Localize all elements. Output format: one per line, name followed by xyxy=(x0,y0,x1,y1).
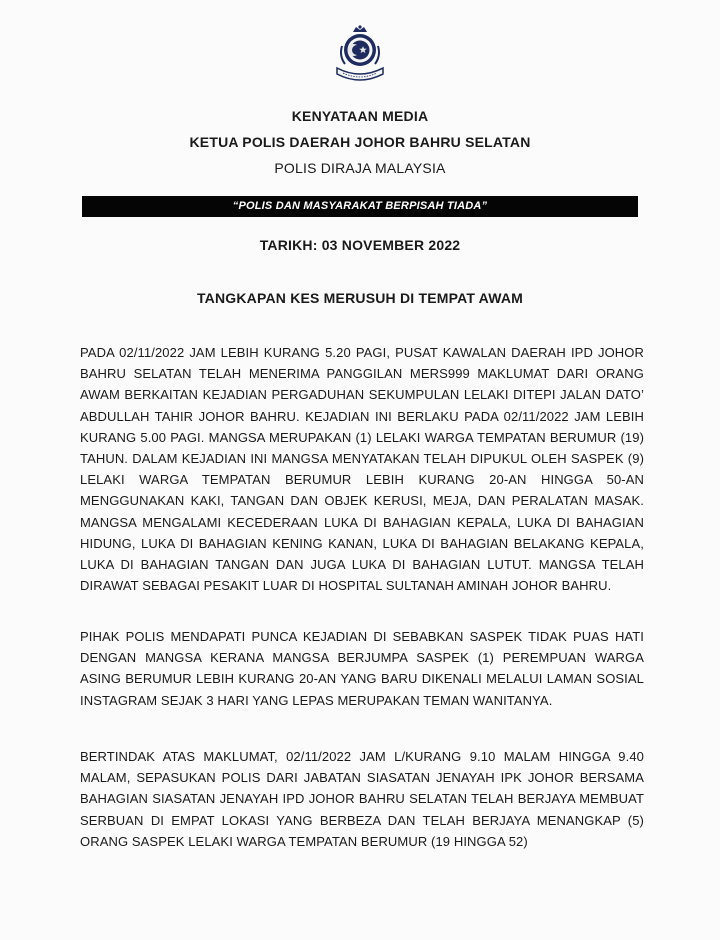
police-crest-svg xyxy=(329,24,391,86)
body-paragraph-1: PADA 02/11/2022 JAM LEBIH KURANG 5.20 PAGI, PUSAT KAWALAN DAERAH IPD JOHOR BAHRU SELATAN TELAH MENERIMA PANGGILAN MERS999 MAKLUMAT DARI ORANG AWAM BERKAITAN KEJADIAN PERGADUHAN SEKUMPULAN LELAKI DITEPI JALAN DATO’ ABDULLAH TAHIR JOHOR BAHRU. KEJADIAN INI BERLAKU PADA 02/11/2022 JAM LEBIH KURANG 5.00 PAGI. MANGSA MERUPAKAN (1) LELAKI WARGA TEMPATAN BERUMUR (19) TAHUN. DALAM KEJADIAN INI MANGSA MENYATAKAN TELAH DIPUKUL OLEH SASPEK (9) LELAKI WARGA TEMPATAN BERUMUR LEBIH KURANG 20-AN HINGGA 50-AN MENGGUNAKAN KAKI, TANGAN DAN OBJEK KERUSI, MEJA, DAN PERALATAN MASAK. MANGSA MENGALAMI KECEDERAAN LUKA DI BAHAGIAN KEPALA, LUKA DI BAHAGIAN HIDUNG, LUKA DI BAHAGIAN KENING KANAN, LUKA DI BAHAGIAN BELAKANG KEPALA, LUKA DI BAHAGIAN TANGAN DAN JUGA LUKA DI BAHAGIAN LUTUT. MANGSA TELAH DIRAWAT SEBAGAI PESAKIT LUAR DI HOSPITAL SULTANAH AMINAH JOHOR BAHRU. xyxy=(80,345,644,594)
district-police-chief-heading: KETUA POLIS DAERAH JOHOR BAHRU SELATAN xyxy=(189,134,531,150)
body-paragraph-3: BERTINDAK ATAS MAKLUMAT, 02/11/2022 JAM L/KURANG 9.10 MALAM HINGGA 9.40 MALAM, SEPASUKAN POLIS DARI JABATAN SIASATAN JENAYAH IPK JOHOR BERSAMA BAHAGIAN SIASATAN JENAYAH IPD JOHOR BAHRU SELATAN TELAH BERJAYA MEMBUAT SERBUAN DI EMPAT LOKASI YANG BERBEZA DAN TELAH BERJAYA MENANGKAP (5) ORANG SASPEK LELAKI WARGA TEMPATAN BERUMUR (19 HINGGA 52) xyxy=(80,749,644,849)
media-statement-heading: KENYATAAN MEDIA xyxy=(291,108,429,124)
organisation-name: POLIS DIRAJA MALAYSIA xyxy=(274,160,446,176)
statement-date: TARIKH: 03 NOVEMBER 2022 xyxy=(259,237,461,253)
police-crest-icon xyxy=(329,24,391,86)
body-paragraph-2: PIHAK POLIS MENDAPATI PUNCA KEJADIAN DI SEBABKAN SASPEK TIDAK PUAS HATI DENGAN MANGSA KERANA MANGSA BERJUMPA SASPEK (1) PEREMPUAN WARGA ASING BERUMUR LEBIH KURANG 20-AN YANG BARU DIKENALI MELALUI LAMAN SOSIAL INSTAGRAM SEJAK 3 HARI YANG LEPAS MERUPAKAN TEMAN WANITANYA. xyxy=(80,629,644,708)
statement-title: TANGKAPAN KES MERUSUH DI TEMPAT AWAM xyxy=(196,290,524,306)
motto-banner: “POLIS DAN MASYARAKAT BERPISAH TIADA” xyxy=(82,196,638,217)
